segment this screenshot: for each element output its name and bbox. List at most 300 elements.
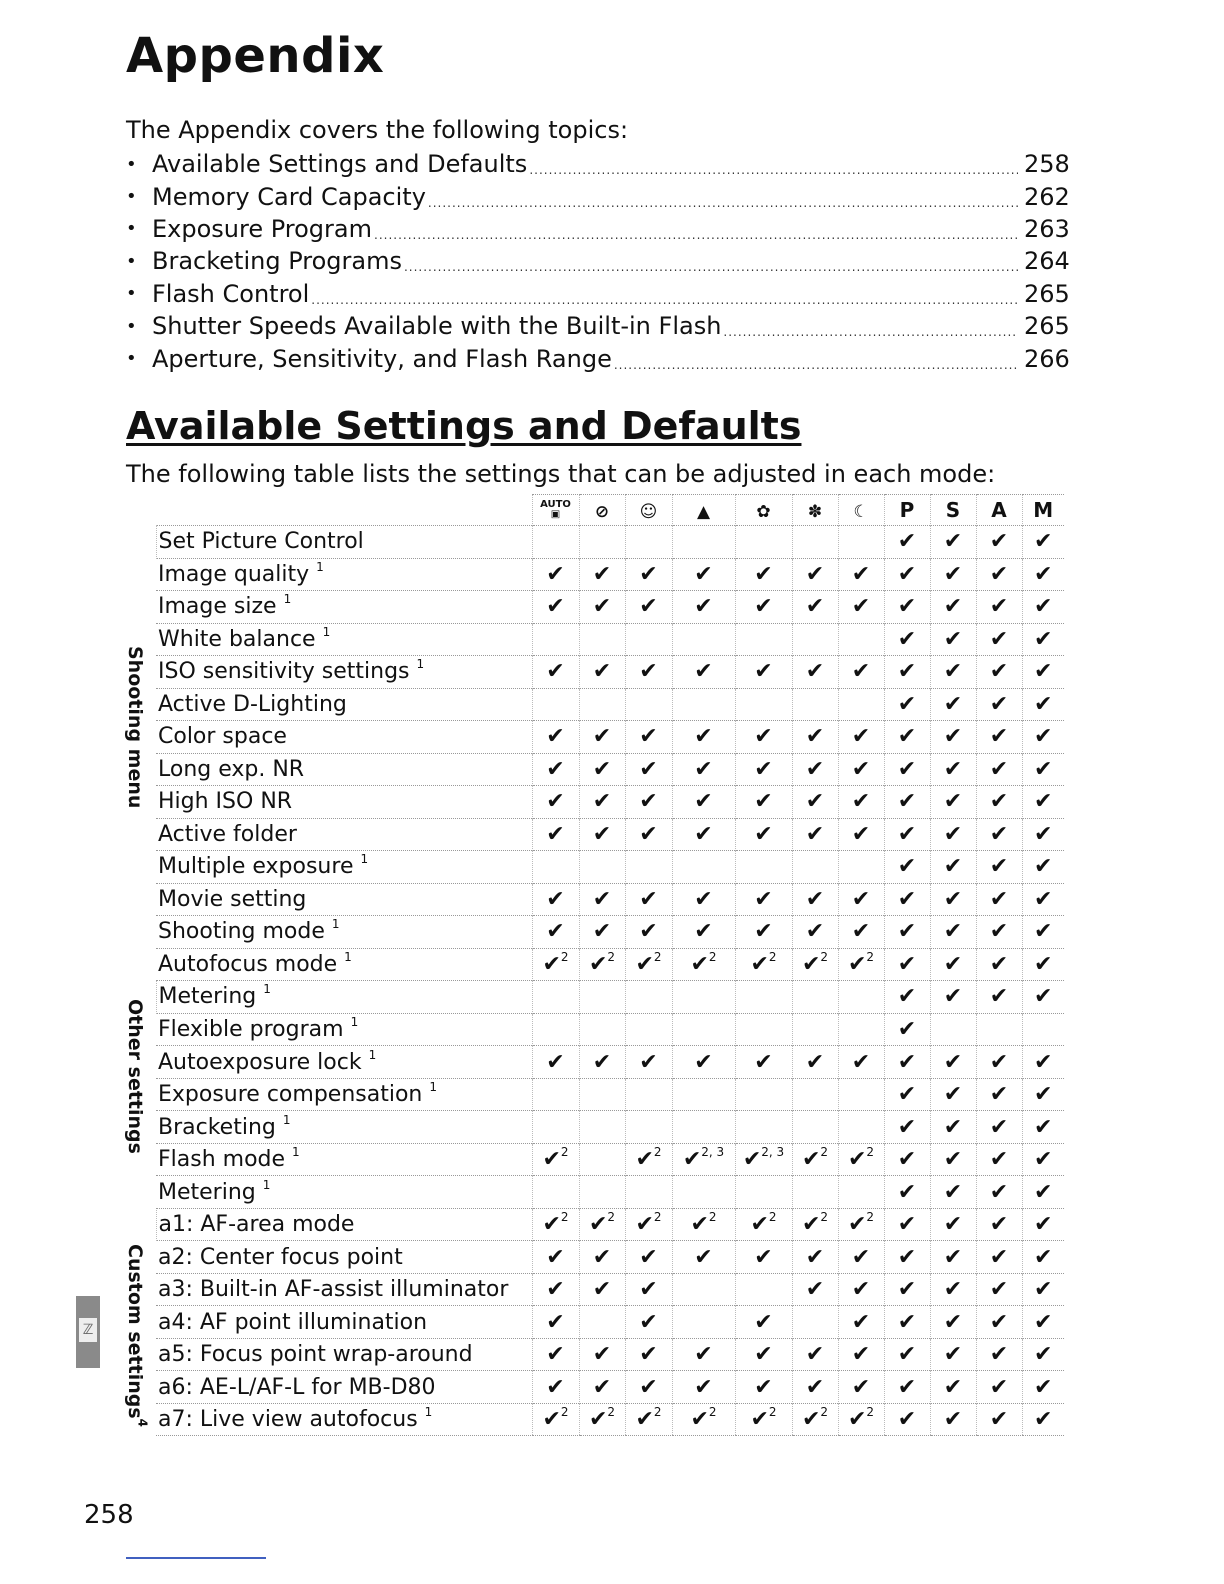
- setting-label: Multiple exposure: [158, 854, 354, 880]
- check-icon: ✔: [805, 659, 825, 685]
- check-icon: ✔: [897, 1147, 917, 1173]
- check-icon: ✔: [851, 594, 871, 620]
- topic-item[interactable]: [126, 180, 1068, 212]
- setting-label: a6: AE-L/AF-L for MB-D80: [158, 1374, 436, 1400]
- check-icon: ✔: [943, 626, 963, 652]
- mode-m-header: M: [1022, 495, 1064, 526]
- topic-label: Flash Control: [152, 279, 310, 308]
- setting-label: a2: Center focus point: [158, 1244, 403, 1270]
- availability-cell: [930, 1371, 976, 1404]
- availability-cell: [735, 1013, 792, 1046]
- check-icon: ✔: [943, 886, 963, 912]
- setting-name: [156, 721, 532, 754]
- check-icon: ✔: [897, 854, 917, 880]
- footnote-ref: 2: [820, 1145, 829, 1160]
- check-icon: ✔: [546, 789, 565, 815]
- check-icon: ✔: [754, 821, 773, 847]
- setting-name: [156, 656, 532, 689]
- close-up-label: ✽: [807, 502, 823, 522]
- check-icon: ✔: [1034, 1342, 1053, 1368]
- availability-cell: [579, 851, 625, 884]
- setting-name: [156, 1403, 532, 1436]
- availability-cell: [884, 1403, 930, 1436]
- check-icon: ✔: [690, 951, 709, 977]
- check-icon: ✔: [989, 1309, 1009, 1335]
- check-icon: ✔: [847, 1212, 867, 1238]
- availability-cell: [625, 1176, 672, 1209]
- availability-cell: [625, 1306, 672, 1339]
- table-row: [128, 688, 1064, 721]
- availability-cell: [625, 623, 672, 656]
- availability-cell: [672, 1013, 735, 1046]
- check-icon: ✔: [592, 724, 612, 750]
- group-cell: [124, 1208, 156, 1436]
- setting-label: a5: Focus point wrap-around: [158, 1342, 473, 1368]
- availability-cell: [579, 1403, 625, 1436]
- setting-label: High ISO NR: [158, 789, 293, 815]
- availability-cell: [1022, 1241, 1064, 1274]
- availability-cell: [884, 1046, 930, 1079]
- availability-cell: [838, 1143, 884, 1176]
- topic-item[interactable]: [126, 342, 1068, 374]
- availability-cell: [930, 591, 976, 624]
- check-icon: ✔: [989, 561, 1009, 587]
- setting-label: Metering: [158, 984, 257, 1010]
- setting-name: [156, 558, 532, 591]
- availability-cell: [735, 558, 792, 591]
- availability-cell: [625, 948, 672, 981]
- check-icon: ✔: [1034, 1082, 1053, 1108]
- availability-cell: [672, 526, 735, 559]
- check-icon: ✔: [851, 1374, 871, 1400]
- table-row: [128, 786, 1064, 819]
- topic-item[interactable]: [126, 213, 1068, 245]
- setting-label: Autoexposure lock: [158, 1049, 362, 1075]
- availability-cell: [672, 721, 735, 754]
- availability-cell: [838, 1371, 884, 1404]
- availability-cell: [532, 591, 579, 624]
- availability-cell: [625, 1111, 672, 1144]
- availability-cell: [884, 1176, 930, 1209]
- check-icon: ✔: [639, 594, 658, 620]
- check-icon: ✔: [897, 886, 917, 912]
- availability-cell: [792, 1371, 838, 1404]
- availability-cell: [838, 656, 884, 689]
- check-icon: ✔: [989, 594, 1009, 620]
- table-row: [128, 981, 1064, 1014]
- group-label-text: Custom settings: [124, 1244, 146, 1419]
- availability-cell: [930, 981, 976, 1014]
- footnote-ref: 2: [708, 1405, 717, 1420]
- check-icon: ✔: [682, 1147, 702, 1173]
- availability-cell: [532, 623, 579, 656]
- availability-cell: [735, 1078, 792, 1111]
- table-row: [128, 1306, 1064, 1339]
- appendix-tab: [76, 1296, 100, 1368]
- availability-cell: [672, 688, 735, 721]
- check-icon: ✔: [1034, 1147, 1053, 1173]
- check-icon: ✔: [989, 919, 1009, 945]
- check-icon: ✔: [694, 724, 713, 750]
- footnote-ref: 2, 3: [761, 1145, 785, 1160]
- availability-cell: [1022, 1306, 1064, 1339]
- check-icon: ✔: [801, 951, 821, 977]
- check-icon: ✔: [639, 659, 658, 685]
- availability-cell: [792, 688, 838, 721]
- check-icon: ✔: [897, 1342, 917, 1368]
- check-icon: ✔: [546, 821, 565, 847]
- footnote-ref: 2: [607, 1210, 616, 1225]
- availability-cell: [735, 656, 792, 689]
- footnote-ref: 2: [560, 949, 569, 964]
- availability-cell: [735, 688, 792, 721]
- check-icon: ✔: [1034, 691, 1053, 717]
- setting-name: [156, 948, 532, 981]
- availability-cell: [625, 1273, 672, 1306]
- dot-leader: [374, 228, 1018, 242]
- check-icon: ✔: [1034, 1309, 1053, 1335]
- availability-cell: [792, 656, 838, 689]
- topic-label: Aperture, Sensitivity, and Flash Range: [152, 344, 612, 373]
- flash-off-label: ⊘: [594, 502, 610, 522]
- availability-cell: [735, 851, 792, 884]
- check-icon: ✔: [943, 594, 963, 620]
- table-row: [128, 591, 1064, 624]
- setting-label: Image quality: [158, 561, 310, 587]
- check-icon: ✔: [805, 756, 825, 782]
- availability-cell: [838, 883, 884, 916]
- setting-label: Set Picture Control: [158, 529, 364, 555]
- availability-cell: [884, 851, 930, 884]
- check-icon: ✔: [592, 594, 612, 620]
- check-icon: ✔: [546, 1277, 565, 1303]
- check-icon: ✔: [694, 821, 713, 847]
- check-icon: ✔: [943, 1309, 963, 1335]
- check-icon: ✔: [943, 1147, 963, 1173]
- check-icon: ✔: [805, 886, 825, 912]
- topic-item[interactable]: [126, 310, 1068, 342]
- topic-item[interactable]: [126, 278, 1068, 310]
- check-icon: ✔: [989, 854, 1009, 880]
- availability-cell: [1022, 1143, 1064, 1176]
- availability-cell: [1022, 883, 1064, 916]
- availability-cell: [735, 981, 792, 1014]
- footnote-ref: 1: [360, 852, 369, 867]
- check-icon: ✔: [546, 1342, 565, 1368]
- dot-leader: [311, 293, 1018, 307]
- check-icon: ✔: [754, 1374, 773, 1400]
- availability-cell: [976, 1208, 1022, 1241]
- check-icon: ✔: [989, 1407, 1009, 1433]
- table-row: [128, 883, 1064, 916]
- check-icon: ✔: [754, 886, 773, 912]
- availability-cell: [579, 1241, 625, 1274]
- check-icon: ✔: [989, 1082, 1009, 1108]
- close-up-icon: [792, 495, 838, 526]
- check-icon: ✔: [694, 1244, 713, 1270]
- availability-cell: [976, 1078, 1022, 1111]
- availability-cell: [579, 1306, 625, 1339]
- availability-cell: [532, 1111, 579, 1144]
- availability-cell: [930, 851, 976, 884]
- availability-cell: [930, 1273, 976, 1306]
- check-icon: ✔: [897, 724, 917, 750]
- availability-cell: [579, 753, 625, 786]
- footnote-ref: 2: [653, 1210, 662, 1225]
- availability-cell: [532, 1338, 579, 1371]
- check-icon: ✔: [639, 756, 658, 782]
- availability-cell: [579, 1046, 625, 1079]
- availability-cell: [579, 1143, 625, 1176]
- availability-cell: [884, 1241, 930, 1274]
- check-icon: ✔: [694, 919, 713, 945]
- check-icon: ✔: [639, 919, 658, 945]
- availability-cell: [625, 851, 672, 884]
- check-icon: ✔: [1034, 1374, 1053, 1400]
- availability-cell: [976, 1013, 1022, 1046]
- availability-cell: [625, 1078, 672, 1111]
- setting-name: [156, 916, 532, 949]
- check-icon: ✔: [546, 886, 565, 912]
- availability-cell: [625, 656, 672, 689]
- landscape-label: ▲: [696, 502, 711, 522]
- check-icon: ✔: [1034, 789, 1053, 815]
- check-icon: ✔: [989, 1374, 1009, 1400]
- mode-p-header: P: [884, 495, 930, 526]
- check-icon: ✔: [1034, 626, 1053, 652]
- check-icon: ✔: [943, 984, 963, 1010]
- availability-cell: [532, 1078, 579, 1111]
- availability-cell: [792, 1338, 838, 1371]
- check-icon: ✔: [639, 1309, 658, 1335]
- topic-page: 265: [1024, 312, 1070, 341]
- availability-cell: [625, 721, 672, 754]
- setting-name: [156, 1241, 532, 1274]
- table-row: [128, 1046, 1064, 1079]
- availability-cell: [579, 948, 625, 981]
- footnote-ref: 1: [316, 559, 324, 574]
- child-icon: [735, 495, 792, 526]
- check-icon: ✔: [639, 789, 658, 815]
- availability-cell: [976, 1143, 1022, 1176]
- setting-name: [156, 1306, 532, 1339]
- check-icon: ✔: [847, 1407, 867, 1433]
- night-portrait-label: ☾: [853, 502, 869, 522]
- availability-cell: [930, 1013, 976, 1046]
- availability-cell: [1022, 688, 1064, 721]
- availability-cell: [792, 1403, 838, 1436]
- group-label: [124, 1244, 149, 1427]
- table-row: [128, 948, 1064, 981]
- availability-cell: [735, 753, 792, 786]
- check-icon: ✔: [1034, 1114, 1053, 1140]
- availability-cell: [579, 981, 625, 1014]
- check-icon: ✔: [989, 886, 1009, 912]
- footnote-ref: 1: [263, 982, 271, 997]
- availability-cell: [735, 916, 792, 949]
- footnote-ref: 1: [262, 1177, 271, 1192]
- availability-cell: [532, 851, 579, 884]
- availability-cell: [884, 623, 930, 656]
- check-icon: ✔: [943, 1212, 963, 1238]
- check-icon: ✔: [546, 919, 565, 945]
- check-icon: ✔: [639, 886, 658, 912]
- header-blank: [156, 495, 532, 526]
- availability-cell: [976, 526, 1022, 559]
- availability-cell: [672, 1371, 735, 1404]
- availability-cell: [625, 753, 672, 786]
- availability-cell: [625, 981, 672, 1014]
- footnote-ref: 2: [607, 1405, 616, 1420]
- availability-cell: [976, 1176, 1022, 1209]
- check-icon: ✔: [694, 659, 713, 685]
- footnote-ref: 2: [560, 1405, 569, 1420]
- availability-cell: [579, 1338, 625, 1371]
- check-icon: ✔: [943, 691, 963, 717]
- setting-label: Bracketing: [158, 1114, 276, 1140]
- check-icon: ✔: [805, 561, 825, 587]
- availability-cell: [735, 526, 792, 559]
- availability-cell: [532, 1046, 579, 1079]
- availability-cell: [579, 1111, 625, 1144]
- availability-cell: [930, 558, 976, 591]
- check-icon: ✔: [1034, 1407, 1053, 1433]
- setting-label: a3: Built-in AF-assist illuminator: [158, 1277, 509, 1303]
- bullet-icon: •: [126, 153, 137, 175]
- check-icon: ✔: [897, 1407, 917, 1433]
- flash-off-icon: [579, 495, 625, 526]
- footnote-ref: 1: [416, 657, 425, 672]
- availability-cell: [579, 916, 625, 949]
- availability-cell: [792, 558, 838, 591]
- availability-cell: [625, 818, 672, 851]
- check-icon: ✔: [943, 1374, 963, 1400]
- availability-cell: [735, 1176, 792, 1209]
- availability-cell: [976, 623, 1022, 656]
- check-icon: ✔: [694, 1374, 713, 1400]
- availability-cell: [884, 656, 930, 689]
- page-title: Appendix: [126, 28, 385, 84]
- setting-label: Flash mode: [158, 1147, 286, 1173]
- availability-cell: [735, 883, 792, 916]
- availability-cell: [930, 1176, 976, 1209]
- availability-cell: [672, 656, 735, 689]
- check-icon: ✔: [1034, 594, 1053, 620]
- check-icon: ✔: [989, 1147, 1009, 1173]
- availability-cell: [930, 1046, 976, 1079]
- footnote-ref: 2: [653, 949, 662, 964]
- table-row: [128, 851, 1064, 884]
- check-icon: ✔: [694, 561, 713, 587]
- setting-label: a4: AF point illumination: [158, 1309, 428, 1335]
- settings-table: [124, 494, 1064, 1436]
- check-icon: ✔: [805, 1244, 825, 1270]
- availability-cell: [838, 1013, 884, 1046]
- topic-item[interactable]: [126, 245, 1068, 277]
- check-icon: ✔: [1034, 561, 1053, 587]
- bullet-icon: •: [126, 348, 137, 370]
- check-icon: ✔: [943, 1244, 963, 1270]
- check-icon: ✔: [801, 1407, 821, 1433]
- check-icon: ✔: [694, 1342, 713, 1368]
- check-icon: ✔: [542, 1407, 561, 1433]
- availability-cell: [976, 1241, 1022, 1274]
- availability-cell: [735, 1403, 792, 1436]
- check-icon: ✔: [943, 789, 963, 815]
- availability-cell: [976, 1306, 1022, 1339]
- availability-cell: [930, 1078, 976, 1111]
- check-icon: ✔: [851, 724, 871, 750]
- check-icon: ✔: [1034, 854, 1053, 880]
- setting-name: [156, 623, 532, 656]
- check-icon: ✔: [851, 1244, 871, 1270]
- availability-cell: [579, 721, 625, 754]
- footnote-ref: 1: [429, 1080, 437, 1095]
- availability-cell: [976, 1403, 1022, 1436]
- availability-cell: [579, 1208, 625, 1241]
- check-icon: ✔: [635, 951, 654, 977]
- check-icon: ✔: [897, 1309, 917, 1335]
- check-icon: ✔: [588, 951, 608, 977]
- availability-cell: [532, 558, 579, 591]
- availability-cell: [838, 1241, 884, 1274]
- check-icon: ✔: [805, 821, 825, 847]
- setting-label: White balance: [158, 626, 316, 652]
- availability-cell: [792, 721, 838, 754]
- topic-item[interactable]: [126, 148, 1068, 180]
- availability-cell: [838, 916, 884, 949]
- availability-cell: [976, 688, 1022, 721]
- footnote-ref: 1: [292, 1145, 300, 1160]
- availability-cell: [930, 1306, 976, 1339]
- setting-label: Shooting mode: [158, 919, 325, 945]
- availability-cell: [625, 591, 672, 624]
- availability-cell: [930, 786, 976, 819]
- availability-cell: [532, 1403, 579, 1436]
- availability-cell: [672, 558, 735, 591]
- check-icon: ✔: [801, 1147, 821, 1173]
- check-icon: ✔: [897, 821, 917, 847]
- setting-label: a1: AF-area mode: [158, 1212, 355, 1238]
- check-icon: ✔: [639, 1277, 658, 1303]
- footnote-ref: 2: [560, 1145, 569, 1160]
- availability-cell: [792, 753, 838, 786]
- check-icon: ✔: [847, 951, 867, 977]
- availability-cell: [1022, 1403, 1064, 1436]
- availability-cell: [579, 688, 625, 721]
- availability-cell: [625, 916, 672, 949]
- check-icon: ✔: [805, 724, 825, 750]
- availability-cell: [1022, 851, 1064, 884]
- page-number: 258: [84, 1500, 134, 1530]
- availability-cell: [1022, 1208, 1064, 1241]
- topic-page: 258: [1024, 150, 1070, 179]
- check-icon: ✔: [989, 1212, 1009, 1238]
- availability-cell: [976, 1371, 1022, 1404]
- check-icon: ✔: [546, 756, 565, 782]
- check-icon: ✔: [943, 854, 963, 880]
- check-icon: ✔: [851, 659, 871, 685]
- footnote-ref: 2: [820, 949, 829, 964]
- table-row: [128, 623, 1064, 656]
- footnote-ref: 1: [283, 592, 292, 607]
- check-icon: ✔: [592, 1277, 612, 1303]
- availability-cell: [672, 786, 735, 819]
- check-icon: ✔: [989, 1277, 1009, 1303]
- availability-cell: [792, 1078, 838, 1111]
- check-icon: ✔: [897, 984, 917, 1010]
- availability-cell: [930, 818, 976, 851]
